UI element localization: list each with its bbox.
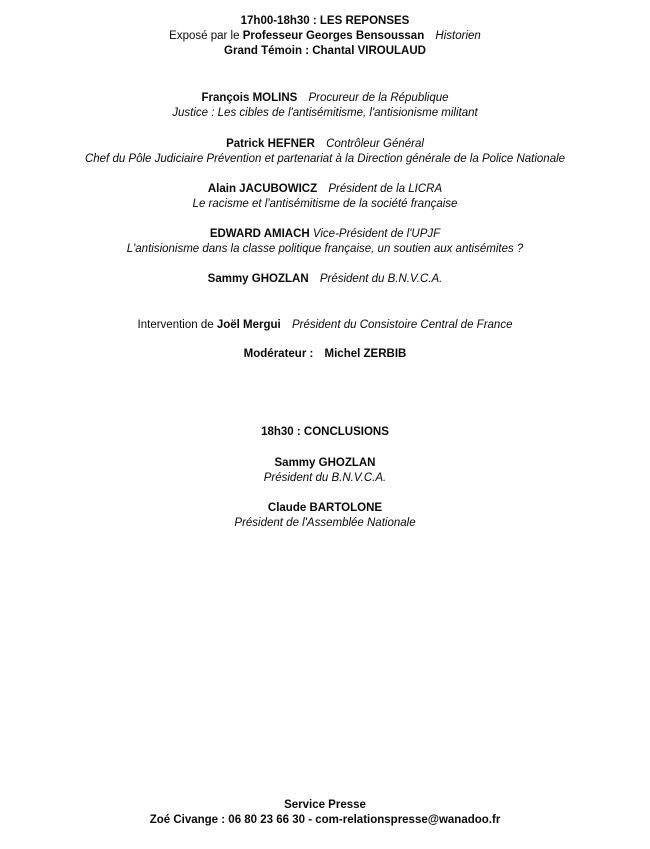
- intervention-prefix: Intervention de: [137, 319, 214, 331]
- witness-line: Grand Témoin : Chantal VIROULAUD: [224, 45, 426, 57]
- expose-line: [0, 29, 650, 44]
- intervention-role: Président du Consistoire Central de France: [291, 319, 513, 331]
- speaker-role: Président du B.N.V.C.A.: [319, 273, 443, 285]
- speaker-name: EDWARD AMIACH: [209, 228, 310, 240]
- speaker-name: Patrick HEFNER: [226, 138, 315, 150]
- press-title: Service Presse: [284, 799, 366, 811]
- speaker-4: [0, 227, 650, 242]
- speaker-role: Contrôleur Général: [326, 138, 424, 150]
- intervention-line: [0, 318, 650, 333]
- moderator-line: [0, 347, 650, 362]
- session-heading: 17h00-18h30 : LES REPONSES: [240, 15, 410, 27]
- speaker-role: Procureur de la République: [308, 92, 449, 104]
- intervention-name: Joël Mergui: [216, 319, 281, 331]
- conclusion-speaker-2-name: Claude BARTOLONE: [267, 502, 383, 514]
- speaker-role: Président de la LICRA: [328, 183, 443, 195]
- expose-role: Historien: [435, 30, 481, 42]
- speaker-3: [0, 182, 650, 197]
- speaker-1-detail: Justice : Les cibles de l'antisémitisme, l'antisionisme militant: [172, 107, 478, 119]
- speaker-1: [0, 91, 650, 106]
- conclusion-speaker-2-role: Président de l'Assemblée Nationale: [234, 517, 416, 529]
- speaker-3-detail: Le racisme et l'antisémitisme de la société française: [192, 198, 458, 210]
- speaker-role: Vice-Président de l'UPJF: [312, 228, 441, 240]
- expose-name: Professeur Georges Bensoussan: [242, 30, 425, 42]
- expose-prefix: Exposé par le: [169, 30, 240, 42]
- speaker-4-detail: L'antisionisme dans la classe politique française, un soutien aux antisémites ?: [126, 243, 524, 255]
- conclusion-speaker-1-name: Sammy GHOZLAN: [274, 457, 376, 469]
- speaker-2: [0, 137, 650, 152]
- conclusions-heading: 18h30 : CONCLUSIONS: [261, 426, 389, 438]
- moderator-label: Modérateur :: [243, 348, 314, 360]
- speaker-name: François MOLINS: [201, 92, 298, 104]
- speaker-5: [0, 272, 650, 287]
- speaker-name: Sammy GHOZLAN: [207, 273, 309, 285]
- moderator-name: Michel ZERBIB: [324, 348, 407, 360]
- speaker-2-detail: Chef du Pôle Judiciaire Prévention et partenariat à la Direction générale de la Police Nationale: [84, 153, 566, 165]
- speaker-name: Alain JACUBOWICZ: [207, 183, 318, 195]
- conclusion-speaker-1-role: Président du B.N.V.C.A.: [263, 472, 387, 484]
- press-contact: Zoé Civange : 06 80 23 66 30 - com-relationspresse@wanadoo.fr: [149, 814, 501, 826]
